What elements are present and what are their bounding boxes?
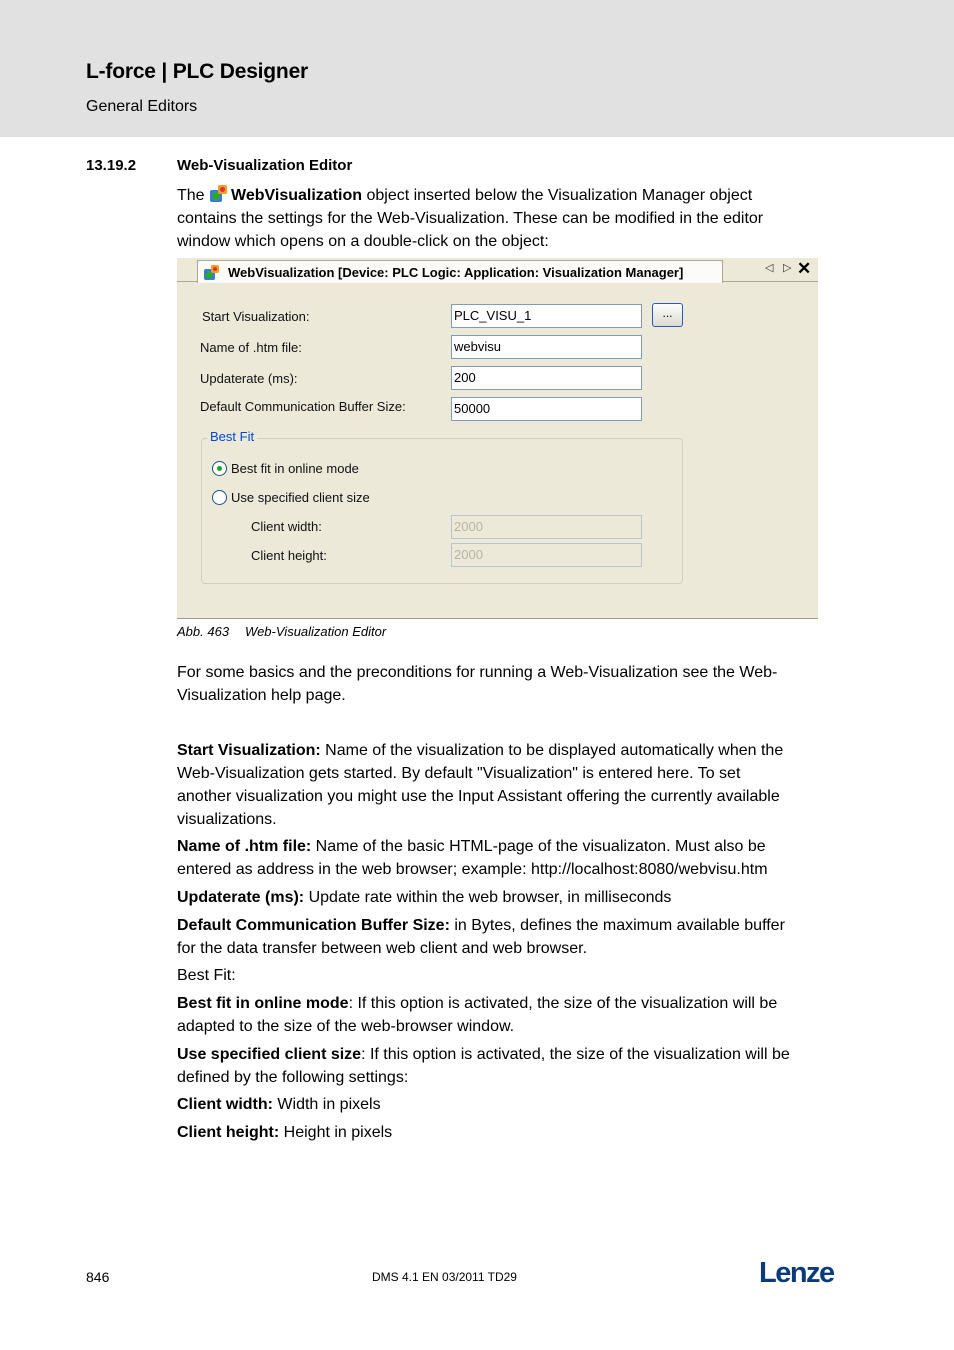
online-term: Best fit in online mode: [177, 995, 349, 1012]
editor-tab-title: WebVisualization [Device: PLC Logic: Application: Visualization Manager]: [228, 265, 684, 280]
section-number: 13.19.2: [86, 157, 137, 174]
best-fit-online-radio[interactable]: [212, 461, 227, 476]
buffer-size-field[interactable]: 50000: [451, 397, 642, 421]
webvisualization-icon: [209, 184, 228, 203]
webvisualization-tab-icon: [203, 264, 220, 281]
tab-prev-icon[interactable]: ◁: [765, 262, 774, 274]
width-desc-1: Width in pixels: [272, 1096, 381, 1113]
specified-line-1: [177, 1043, 845, 1066]
basics-line-1: For some basics and the preconditions for running a Web-Visualization see the Web-: [177, 664, 778, 681]
width-line-1: [177, 1093, 845, 1116]
section-title: Web-Visualization Editor: [177, 157, 353, 174]
buffer-line-2: for the data transfer between web client and web browser.: [177, 940, 588, 957]
basics-line-2: Visualization help page.: [177, 687, 346, 704]
updaterate-field[interactable]: 200: [451, 366, 642, 390]
update-term: Updaterate (ms):: [177, 889, 305, 906]
best-fit-online-label[interactable]: Best fit in online mode: [231, 461, 359, 476]
htm-file-field[interactable]: webvisu: [451, 335, 642, 359]
start-visualization-paragraph: [177, 739, 845, 831]
buffer-size-paragraph: [177, 914, 845, 960]
intro-line-1: [177, 184, 845, 207]
start-line-3: another visualization you might use the Input Assistant offering the currently available: [177, 788, 780, 805]
use-specified-size-label[interactable]: Use specified client size: [231, 490, 370, 505]
best-fit-legend: Best Fit: [207, 429, 257, 444]
width-term: Client width:: [177, 1096, 273, 1113]
htm-line-2: entered as address in the web browser; example: http://localhost:8080/webvisu.htm: [177, 861, 768, 878]
client-width-field: 2000: [451, 515, 642, 539]
use-specified-size-paragraph: [177, 1043, 845, 1089]
client-height-label: Client height:: [251, 548, 327, 563]
start-line-2: Web-Visualization gets started. By default "Visualization" is entered here. To set: [177, 765, 741, 782]
document-title: L-force | PLC Designer: [86, 60, 309, 83]
input-assistant-button[interactable]: ...: [652, 303, 683, 327]
buffer-line-1: [177, 914, 845, 937]
use-specified-size-radio[interactable]: [212, 490, 227, 505]
htm-desc-1: Name of the basic HTML-page of the visualizaton. Must also be: [311, 838, 766, 855]
online-desc-1: : If this option is activated, the size of the visualization will be: [348, 995, 778, 1012]
htm-file-label: Name of .htm file:: [200, 340, 302, 355]
buffer-size-label: Default Communication Buffer Size:: [200, 399, 406, 414]
document-subtitle: General Editors: [86, 98, 198, 115]
buffer-desc-1: in Bytes, defines the maximum available buffer: [449, 917, 785, 934]
htm-term: Name of .htm file:: [177, 838, 312, 855]
client-width-label: Client width:: [251, 519, 322, 534]
intro-line-2: contains the settings for the Web-Visualization. These can be modified in the editor: [177, 210, 764, 227]
editor-tab[interactable]: [197, 260, 723, 283]
htm-file-paragraph: [177, 835, 845, 881]
best-fit-online-paragraph: [177, 992, 845, 1038]
update-line-1: [177, 886, 845, 909]
tab-next-icon[interactable]: ▷: [783, 262, 792, 274]
updaterate-paragraph: [177, 886, 845, 909]
intro-line-3: window which opens on a double-click on the object:: [177, 233, 549, 250]
editor-tab-bar: [177, 258, 818, 282]
best-fit-heading: Best Fit:: [177, 967, 236, 984]
online-line-1: [177, 992, 845, 1015]
update-desc-1: Update rate within the web browser, in milliseconds: [304, 889, 672, 906]
start-visualization-field[interactable]: PLC_VISU_1: [451, 304, 642, 328]
figure-caption: [177, 624, 402, 639]
close-icon[interactable]: ✕: [797, 259, 812, 278]
start-line-4: visualizations.: [177, 811, 277, 828]
start-visualization-label: Start Visualization:: [202, 309, 310, 324]
lenze-logo: Lenze: [759, 1257, 834, 1289]
height-term: Client height:: [177, 1124, 280, 1141]
intro-paragraph: [177, 184, 845, 253]
intro-line-1-rest: object inserted below the Visualization Manager object: [362, 187, 753, 204]
online-line-2: adapted to the size of the web-browser window.: [177, 1018, 515, 1035]
start-term: Start Visualization:: [177, 742, 321, 759]
specified-desc-1: : If this option is activated, the size of the visualization will be: [361, 1046, 790, 1063]
client-height-field: 2000: [451, 543, 642, 567]
height-line-1: [177, 1121, 845, 1144]
caption-number: Abb. 463: [177, 624, 230, 639]
intro-object-name: WebVisualization: [231, 187, 363, 204]
start-line-1: [177, 739, 845, 762]
intro-pre: The: [177, 187, 210, 204]
client-width-paragraph: [177, 1093, 845, 1116]
document-id: DMS 4.1 EN 03/2011 TD29: [372, 1270, 517, 1284]
basics-paragraph: [177, 661, 845, 707]
caption-text: Web-Visualization Editor: [245, 624, 387, 639]
client-height-paragraph: [177, 1121, 845, 1144]
page-header: [0, 0, 954, 137]
buffer-term: Default Communication Buffer Size:: [177, 917, 450, 934]
specified-line-2: defined by the following settings:: [177, 1069, 409, 1086]
start-desc-1: Name of the visualization to be displayed automatically when the: [320, 742, 784, 759]
updaterate-label: Updaterate (ms):: [200, 371, 298, 386]
page-number: 846: [86, 1269, 110, 1285]
specified-term: Use specified client size: [177, 1046, 362, 1063]
htm-line-1: [177, 835, 845, 858]
web-visualization-editor: [177, 258, 818, 619]
height-desc-1: Height in pixels: [279, 1124, 393, 1141]
